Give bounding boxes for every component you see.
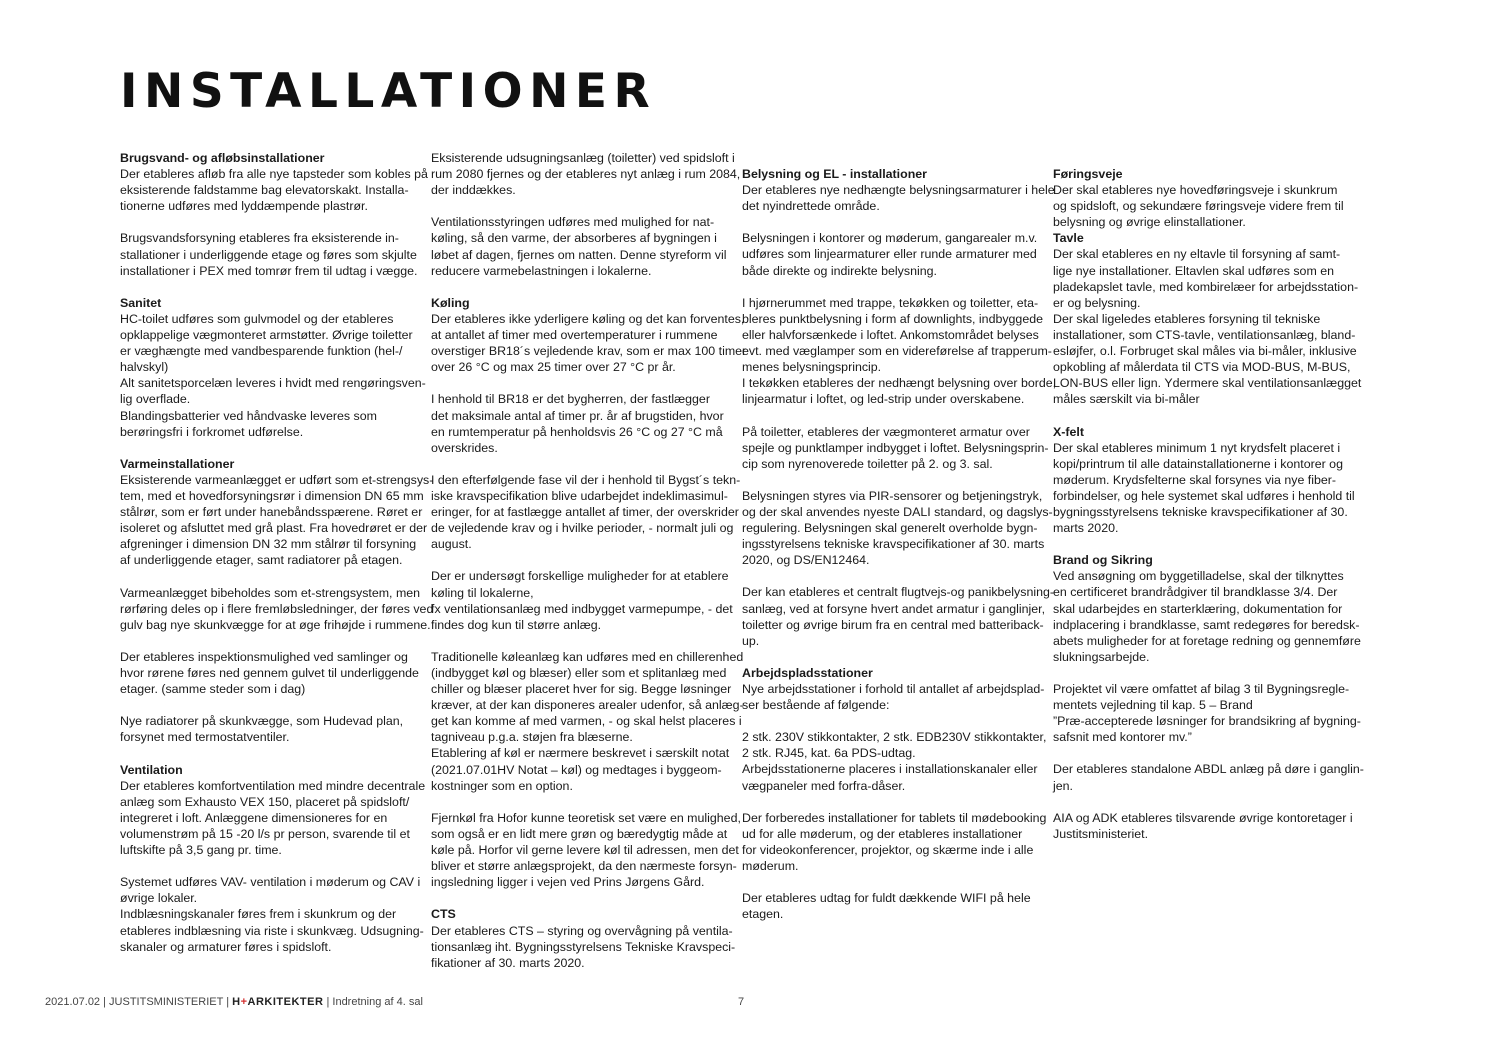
paragraph-gap: [1053, 745, 1364, 761]
text-line: forbindelser, og hele systemet skal udføres i henhold til: [1053, 488, 1355, 503]
text-line: overskrides.: [431, 440, 498, 455]
text-line: tem, med et hovedforsyningsrør i dimension DN 65 mm: [120, 488, 424, 503]
text-line: etager. (samme steder som i dag): [120, 682, 306, 697]
text-line: pladekapslet tavle, med kombirelæer for arbejdsstation-: [1053, 279, 1359, 294]
text-line: berøringsfri i forkromet udførelse.: [120, 424, 304, 439]
text-line: up.: [742, 633, 760, 648]
text-line: bliver et større anlægsprojekt, da den nærmeste forsyn-: [431, 859, 737, 874]
page-footer: [45, 996, 423, 1008]
text-line: som også er en lidt mere grøn og bæredygtig måde at: [431, 826, 728, 841]
paragraph-gap: [120, 697, 433, 713]
text-line: Der er undersøgt forskellige muligheder for at etablere: [431, 569, 729, 584]
text-line: toiletter og øvrige birum fra en central med batteriback-: [742, 617, 1044, 632]
text-line: slukningsarbejde.: [1053, 649, 1150, 664]
paragraph-gap: [742, 279, 1056, 295]
paragraph-gap: [1053, 536, 1364, 552]
text-line: tagniveau p.g.a. støjen fra blæserne.: [431, 730, 633, 745]
text-line: Nye radiatorer på skunkvægge, som Hudevad plan,: [120, 714, 404, 729]
text-line: I den efterfølgende fase vil der i henhold til Bygst´s tekn-: [431, 472, 741, 487]
paragraph-gap: [120, 568, 433, 584]
text-line: Der etableres inspektionsmulighed ved samlinger og: [120, 649, 408, 664]
text-line: Indblæsningskanaler føres frem i skunkrum og der: [120, 907, 397, 922]
paragraph-gap: [1053, 665, 1364, 681]
paragraph-gap: [120, 214, 433, 230]
text-line: kostninger som en option.: [431, 778, 573, 793]
text-line: Systemet udføres VAV- ventilation i møderum og CAV i: [120, 875, 421, 890]
text-line: Der etableres udtag for fuldt dækkende WIFI på hele: [742, 891, 1031, 906]
text-line: chiller og blæser placeret hver for sig. Begge løsninger: [431, 682, 732, 697]
paragraph-gap: [431, 890, 746, 906]
text-line: lige nye installationer. Eltavlen skal udføres som en: [1053, 263, 1334, 278]
text-line: vægpaneler med forfra-dåser.: [742, 778, 906, 793]
text-line: (2021.07.01HV Notat – køl) og medtages i byggeom-: [431, 762, 722, 777]
text-line: rum 2080 fjernes og der etableres nyt anlæg i rum 2084,: [431, 167, 741, 182]
text-line: Alt sanitetsporcelæn leveres i hvidt med rengøringsven-: [120, 376, 426, 391]
text-line: etableres indblæsning via riste i skunkvæg. Udsugning-: [120, 923, 424, 938]
text-line: fikationer af 30. marts 2020.: [431, 955, 585, 970]
text-line: Der skal ligeledes etableres forsyning til tekniske: [1053, 311, 1321, 326]
text-line: der inddækkes.: [431, 183, 516, 198]
paragraph-gap: [431, 375, 746, 391]
footer-separator: |: [326, 996, 333, 1008]
text-line: er og belysning.: [1053, 295, 1141, 310]
text-line: overstiger BR18´s vejledende krav, som er max 100 timer: [431, 344, 747, 359]
text-line: regulering. Belysningen skal generelt overholde bygn-: [742, 521, 1038, 536]
paragraph-gap: [431, 198, 746, 214]
text-line: Der etableres CTS – styring og overvågning på ventila-: [431, 923, 733, 938]
text-line: lig overflade.: [120, 392, 191, 407]
footer-date: 2021.07.02: [45, 996, 101, 1008]
section-heading: Belysning og EL - installationer: [742, 167, 927, 181]
text-line: køling, så den varme, der absorberes af bygningen i: [431, 231, 717, 246]
text-line: integreret i loft. Anlæggene dimensioneres for en: [120, 810, 388, 825]
text-line: Belysningen i kontorer og møderum, gangarealer m.v.: [742, 231, 1038, 246]
text-line: gulv bag nye skunkvægge for at øge frihøjde i rummene.: [120, 617, 431, 632]
text-line: halvskyl): [120, 360, 169, 375]
text-line: installationer i PEX med tomrør frem til udtag i vægge.: [120, 263, 418, 278]
text-line: eksisterende faldstamme bag elevatorskakt. Installa-: [120, 183, 409, 198]
text-line: Fjernkøl fra Hofor kunne teoretisk set være en mulighed,: [431, 810, 741, 825]
text-line: det nyindrettede område.: [742, 199, 880, 214]
text-line: LON-BUS eller lign. Ydermere skal ventilationsanlægget: [1053, 376, 1362, 391]
text-line: kopi/printrum til alle datainstallationerne i kontorer og: [1053, 456, 1343, 471]
text-line: Belysningen styres via PIR-sensorer og betjeningstryk,: [742, 488, 1043, 503]
text-line: linjearmatur i loftet, og led-strip under overskabene.: [742, 392, 1025, 407]
text-column-4: [1053, 166, 1364, 842]
paragraph-gap: [431, 279, 746, 295]
text-line: Blandingsbatterier ved håndvaske leveres som: [120, 408, 377, 423]
text-line: luftskifte på 3,5 gang pr. time.: [120, 843, 282, 858]
text-line: installationer, som CTS-tavle, ventilationsanlæg, bland-: [1053, 327, 1356, 342]
section-heading: Ventilation: [120, 762, 183, 777]
page-number: 7: [738, 996, 745, 1008]
footer-separator: |: [226, 996, 233, 1008]
text-line: og der skal anvendes nyeste DALI standard, og dagslys-: [742, 504, 1053, 519]
text-line: Der etableres afløb fra alle nye tapsteder som kobles på: [120, 167, 428, 182]
paragraph-gap: [431, 794, 746, 810]
text-line: over 26 °C og max 25 timer over 27 °C pr år.: [431, 360, 676, 375]
text-line: skanaler og armaturer føres i spidsloft.: [120, 939, 332, 954]
text-line: både direkte og indirekte belysning.: [742, 263, 937, 278]
text-line: 2 stk. 230V stikkontakter, 2 stk. EDB230V stikkontakter,: [742, 730, 1047, 745]
paragraph-gap: [120, 633, 433, 649]
text-line: menes belysningsprincip.: [742, 360, 882, 375]
text-line: opkobling af målerdata til CTS via MOD-BUS, M-BUS,: [1053, 360, 1351, 375]
section-heading: X-felt: [1053, 424, 1084, 439]
section-heading: Brugsvand- og afløbsinstallationer: [120, 151, 325, 165]
text-line: måles særskilt via bi-måler: [1053, 392, 1200, 407]
paragraph-gap: [1053, 794, 1364, 810]
paragraph-gap: [431, 456, 746, 472]
paragraph-gap: [431, 633, 746, 649]
text-line: (indbygget køl og blæser) eller som et splitanlæg med: [431, 666, 727, 680]
text-line: cip som nyrenoverede toiletter på 2. og 3. sal.: [742, 456, 993, 471]
text-line: get kan komme af med varmen, - og skal helst placeres i: [431, 714, 742, 729]
text-column-1: [120, 150, 433, 955]
text-line: mentets vejledning til kap. 5 – Brand: [1053, 698, 1253, 713]
paragraph-gap: [120, 745, 433, 761]
text-line: ingsledning ligger i vejen ved Prins Jørgens Gård.: [431, 875, 705, 890]
paragraph-gap: [1053, 407, 1364, 423]
text-line: iske kravspecifikation blive udarbejdet indeklimasimul-: [431, 488, 728, 503]
text-line: kræver, at der kan disponeres arealer udenfor, så anlæg-: [431, 698, 744, 713]
text-line: tionerne udføres med lyddæmpende plastrør.: [120, 199, 368, 214]
text-line: Eksisterende udsugningsanlæg (toiletter) ved spidsloft i: [431, 151, 735, 165]
footer-brand-logo: H+ARKITEKTER: [232, 996, 324, 1008]
page-title: INSTALLATIONER: [120, 64, 657, 119]
paragraph-gap: [742, 649, 1056, 665]
text-line: Der etableres nye nedhængte belysningsarmaturer i hele: [742, 183, 1055, 198]
text-line: Ventilationsstyringen udføres med mulighed for nat-: [431, 215, 715, 230]
paragraph-gap: [742, 407, 1056, 423]
text-line: 2 stk. RJ45, kat. 6a PDS-udtag.: [742, 746, 916, 761]
text-line: stallationer i underliggende etage og føres som skjulte: [120, 247, 417, 262]
text-line: HC-toilet udføres som gulvmodel og der etableres: [120, 311, 394, 326]
text-line: jen.: [1053, 778, 1073, 793]
text-line: marts 2020.: [1053, 521, 1119, 536]
text-line: Ved ansøgning om byggetilladelse, skal der tilknyttes: [1053, 569, 1344, 584]
text-line: Arbejdsstationerne placeres i installationskanaler eller: [742, 762, 1038, 777]
text-line: Projektet vil være omfattet af bilag 3 til Bygningsregle-: [1053, 682, 1350, 696]
paragraph-gap: [120, 440, 433, 456]
text-line: fx ventilationsanlæg med indbygget varmepumpe, - det: [431, 601, 733, 616]
text-line: abets muligheder for at foretage redning og gennemføre: [1053, 633, 1361, 648]
text-column-2: [431, 150, 746, 971]
paragraph-gap: [120, 279, 433, 295]
text-line: løbet af dagen, fjernes om natten. Denne styreform vil: [431, 247, 727, 262]
text-line: bygningsstyrelsens tekniske kravspecifikationer af 30.: [1053, 504, 1348, 519]
text-line: sanlæg, ved at forsyne hvert andet armatur i ganglinjer,: [742, 601, 1046, 616]
text-line: Etablering af køl er nærmere beskrevet i særskilt notat: [431, 746, 730, 761]
paragraph-gap: [742, 874, 1056, 890]
text-line: Der etableres ikke yderligere køling og det kan forventes,: [431, 311, 745, 326]
section-heading: Føringsveje: [1053, 167, 1123, 181]
footer-separator: |: [103, 996, 110, 1008]
text-line: På toiletter, etableres der vægmonteret armatur over: [742, 424, 1030, 439]
footer-client: JUSTITSMINISTERIET: [109, 996, 224, 1008]
text-line: etagen.: [742, 907, 784, 922]
section-heading: CTS: [431, 907, 456, 922]
section-heading: Brand og Sikring: [1053, 553, 1153, 568]
text-line: esløjfer, o.l. Forbruget skal måles via bi-måler, inklusive: [1053, 344, 1357, 359]
text-line: evt. med væglamper som en videreførelse af trapperum-: [742, 344, 1052, 359]
text-line: Der etableres standalone ABDL anlæg på døre i ganglin-: [1053, 762, 1364, 777]
text-line: de vejledende krav og i hvilke perioder, - normalt juli og: [431, 521, 734, 536]
text-line: det maksimale antal af timer pr. år af brugstiden, hvor: [431, 408, 724, 423]
text-line: 2020, og DS/EN12464.: [742, 553, 870, 568]
text-line: bleres punktbelysning i form af downlights, indbyggede: [742, 311, 1043, 326]
text-line: I henhold til BR18 er det bygherren, der fastlægger: [431, 392, 710, 407]
text-line: belysning og øvrige elinstallationer.: [1053, 215, 1246, 230]
paragraph-gap: [120, 858, 433, 874]
text-line: Der skal etableres nye hovedføringsveje i skunkrum: [1053, 183, 1338, 198]
text-line: Der etableres komfortventilation med mindre decentrale: [120, 778, 426, 793]
paragraph-gap: [742, 214, 1056, 230]
section-heading: Tavle: [1053, 231, 1084, 246]
text-line: I tekøkken etableres der nedhængt belysning over borde,: [742, 376, 1057, 391]
section-heading: Arbejdspladsstationer: [742, 665, 873, 680]
text-line: af underliggende etager, samt radiatorer på etagen.: [120, 553, 403, 568]
text-line: eringer, for at fastlægge antallet af timer, der overskrider: [431, 505, 739, 520]
text-line: spejle og punktlamper indbygget i loftet. Belysningsprin-: [742, 440, 1049, 455]
text-line: hvor rørene føres ned gennem gulvet til underliggende: [120, 666, 419, 680]
paragraph-gap: [742, 472, 1056, 488]
text-line: stålrør, som er ført under hanebåndsspærene. Røret er: [120, 505, 423, 520]
text-line: ud for alle møderum, og der etableres installationer: [742, 826, 1023, 841]
text-line: ”Præ-accepterede løsninger for brandsikring af bygning-: [1053, 714, 1361, 729]
text-line: køling til lokalerne,: [431, 585, 534, 600]
text-column-3: [742, 166, 1056, 922]
section-heading: Varmeinstallationer: [120, 456, 235, 471]
text-line: isoleret og afsluttet med grå plast. Fra hovedrøret er der: [120, 521, 428, 536]
section-heading: Køling: [431, 295, 470, 310]
text-line: forsynet med termostatventiler.: [120, 730, 290, 745]
text-line: Justitsministeriet.: [1053, 826, 1149, 841]
section-heading: Sanitet: [120, 295, 162, 310]
text-line: Traditionelle køleanlæg kan udføres med en chillerenhed: [431, 649, 744, 664]
text-line: indplacering i brandklasse, samt redegøres for beredsk-: [1053, 617, 1360, 632]
text-line: Nye arbejdsstationer i forhold til antallet af arbejdsplad-: [742, 682, 1045, 696]
paragraph-gap: [742, 794, 1056, 810]
text-line: Brugsvandsforsyning etableres fra eksisterende in-: [120, 231, 399, 246]
text-line: for videokonferencer, projektor, og skærme inde i alle: [742, 842, 1034, 857]
text-line: Eksisterende varmeanlægget er udført som et-strengsys-: [120, 472, 434, 487]
text-line: en rumtemperatur på henholdsvis 26 °C og 27 °C må: [431, 424, 723, 439]
text-line: Der skal etableres en ny eltavle til forsyning af samt-: [1053, 247, 1341, 262]
text-line: er væghængte med vandbesparende funktion (hel-/: [120, 344, 403, 359]
text-line: I hjørnerummet med trappe, tekøkken og toiletter, eta-: [742, 295, 1039, 310]
text-line: safsnit med kontorer mv.”: [1053, 730, 1192, 745]
text-line: reducere varmebelastningen i lokalerne.: [431, 263, 652, 278]
text-line: volumenstrøm på 15 -20 l/s pr person, svarende til et: [120, 826, 410, 841]
text-line: møderum. Krydsfelterne skal forsynes via nye fiber-: [1053, 472, 1337, 487]
text-line: Der kan etableres et centralt flugtvejs-og panikbelysning-: [742, 585, 1054, 600]
text-line: august.: [431, 537, 472, 552]
paragraph-gap: [742, 568, 1056, 584]
text-line: rørføring deles op i flere fremløbsledninger, der føres ved: [120, 601, 434, 616]
text-line: øvrige lokaler.: [120, 891, 198, 906]
text-line: og spidsloft, og sekundære føringsveje videre frem til: [1053, 199, 1344, 214]
text-line: Der skal etableres minimum 1 nyt krydsfelt placeret i: [1053, 440, 1341, 455]
text-line: ingsstyrelsens tekniske kravspecifikationer af 30. marts: [742, 537, 1045, 552]
text-line: Der forberedes installationer for tablets til mødebooking: [742, 810, 1047, 825]
footer-project: Indretning af 4. sal: [332, 996, 423, 1008]
text-line: findes dog kun til større anlæg.: [431, 617, 602, 632]
text-line: eller halvforsænkede i loftet. Ankomstområdet belyses: [742, 327, 1039, 342]
text-line: Varmeanlægget bibeholdes som et-strengsystem, men: [120, 585, 421, 600]
text-line: køle på. Horfor vil gerne levere køl til adressen, men det: [431, 843, 739, 858]
text-line: at antallet af timer med overtemperaturer i rummene: [431, 328, 718, 343]
text-line: AIA og ADK etableres tilsvarende øvrige kontoretager i: [1053, 810, 1353, 825]
text-line: møderum.: [742, 859, 799, 874]
paragraph-gap: [742, 713, 1056, 729]
text-line: anlæg som Exhausto VEX 150, placeret på spidsloft/: [120, 794, 410, 809]
text-line: skal udarbejdes en starterklæring, dokumentation for: [1053, 601, 1343, 616]
text-line: udføres som linjearmaturer eller runde armaturer med: [742, 247, 1037, 262]
text-line: tionsanlæg iht. Bygningsstyrelsens Tekniske Kravspeci-: [431, 939, 736, 954]
text-line: opklappelige vægmonteret armstøtter. Øvrige toiletter: [120, 328, 413, 343]
text-line: en certificeret brandrådgiver til brandklasse 3/4. Der: [1053, 585, 1338, 600]
text-line: afgreninger i dimension DN 32 mm stålrør til forsyning: [120, 537, 417, 552]
text-line: ser bestående af følgende:: [742, 698, 890, 713]
paragraph-gap: [431, 552, 746, 568]
